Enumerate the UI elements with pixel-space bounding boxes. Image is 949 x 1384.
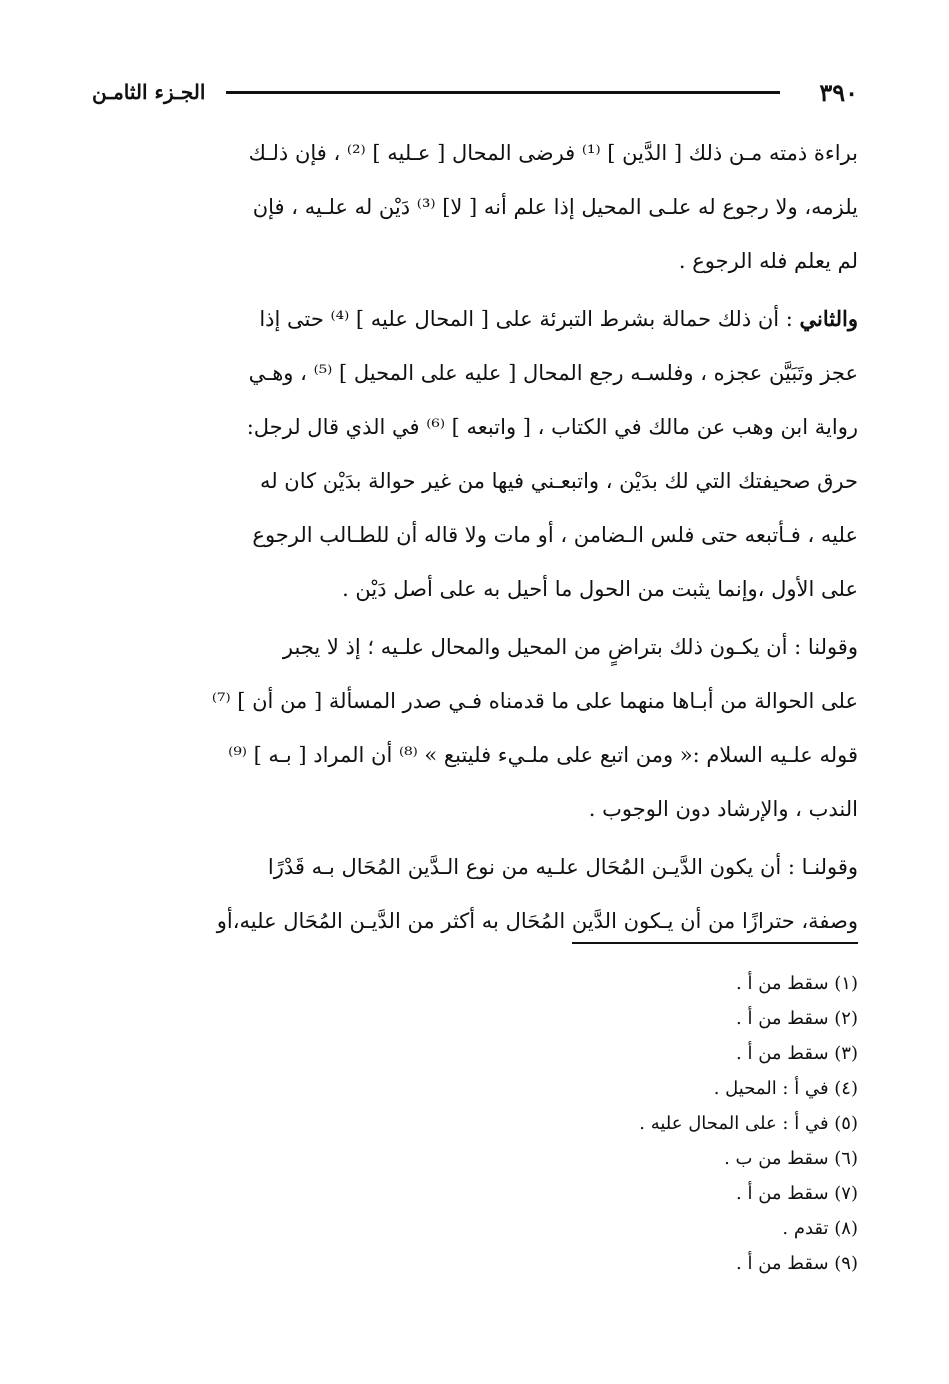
footnote-3: (٣) سقط من أ . xyxy=(736,1043,858,1064)
footnote-5: (٥) في أ : على المحال عليه . xyxy=(639,1113,858,1134)
text-line: وقولنـا : أن يكون الدَّيـن المُحَال علـيه من نوع الـدَّين المُحَال بـه قَدْرًا xyxy=(267,855,858,879)
text-line: وقولنا : أن يكـون ذلك بتراضٍ من المحيل والمحال علـيه ؛ إذ لا يجبر xyxy=(282,635,858,659)
text-line: على الحوالة من أبـاها منهما على ما قدمناه فـي صدر المسألة [ من أن ] ⁽⁷⁾ xyxy=(211,689,858,713)
footnote-8: (٨) تقدم . xyxy=(782,1218,858,1239)
page-number: ٣٩٠ xyxy=(819,77,858,107)
paragraph-1 xyxy=(92,126,858,288)
footnote-7: (٧) سقط من أ . xyxy=(736,1183,858,1204)
footnote-1: (١) سقط من أ . xyxy=(736,973,858,994)
text-line xyxy=(92,292,858,346)
footnote-2: (٢) سقط من أ . xyxy=(736,1008,858,1029)
paragraph-4 xyxy=(92,840,858,948)
text-line: حرق صحيفتك التي لك بدَيْن ، واتبعـني فيها من غير حوالة بدَيْن كان له xyxy=(259,469,858,493)
footnote-rule xyxy=(572,942,858,944)
text-line: لم يعلم فله الرجوع . xyxy=(678,249,858,273)
text-fragment: : أن ذلك حمالة بشرط التبرئة على [ المحال عليه ] ⁽⁴⁾ حتى إذا xyxy=(259,307,800,331)
text-line: رواية ابن وهب عن مالك في الكتاب ، [ واتبعه ] ⁽⁶⁾ في الذي قال لرجل: xyxy=(246,415,858,439)
text-line: قوله علـيه السلام :« ومن اتبع على ملـيء فليتبع » ⁽⁸⁾ أن المراد [ بـه ] ⁽⁹⁾ xyxy=(228,743,858,767)
text-line: يلزمه، ولا رجوع له علـى المحيل إذا علم أنه [ لا] ⁽³⁾ دَيْن له علـيه ، فإن xyxy=(252,195,858,219)
footnote-4: (٤) في أ : المحيل . xyxy=(713,1078,858,1099)
footnotes-list xyxy=(358,966,858,1281)
text-line: وصفة، حترازًا من أن يـكون الدَّين المُحَال به أكثر من الدَّيـن المُحَال عليه،أو xyxy=(216,909,858,933)
lead-word: والثاني xyxy=(799,306,858,331)
paragraph-2 xyxy=(92,292,858,616)
text-line: براءة ذمته مـن ذلك [ الدَّين ] ⁽¹⁾ فرضى المحال [ عـليه ] ⁽²⁾ ، فإن ذلـك xyxy=(248,141,858,165)
header-rule xyxy=(226,91,780,94)
text-line: عجز وتَبَيَّن عجزه ، وفلسـه رجع المحال [ عليه على المحيل ] ⁽⁵⁾ ، وهـي xyxy=(248,361,858,385)
text-line: على الأول ،وإنما يثبت من الحول ما أحيل به على أصل دَيْن . xyxy=(342,577,858,601)
paragraph-3 xyxy=(92,620,858,836)
main-text xyxy=(92,126,858,948)
book-page xyxy=(92,70,858,1360)
footnote-9: (٩) سقط من أ . xyxy=(736,1253,858,1274)
running-title: الجـزء الثامـن xyxy=(92,80,206,104)
footnote-6: (٦) سقط من ب . xyxy=(724,1148,858,1169)
text-line: الندب ، والإرشاد دون الوجوب . xyxy=(588,797,858,821)
page-header xyxy=(92,70,858,114)
text-line: عليه ، فـأتبعه حتى فلس الـضامن ، أو مات ولا قاله أن للطـالب الرجوع xyxy=(252,523,858,547)
